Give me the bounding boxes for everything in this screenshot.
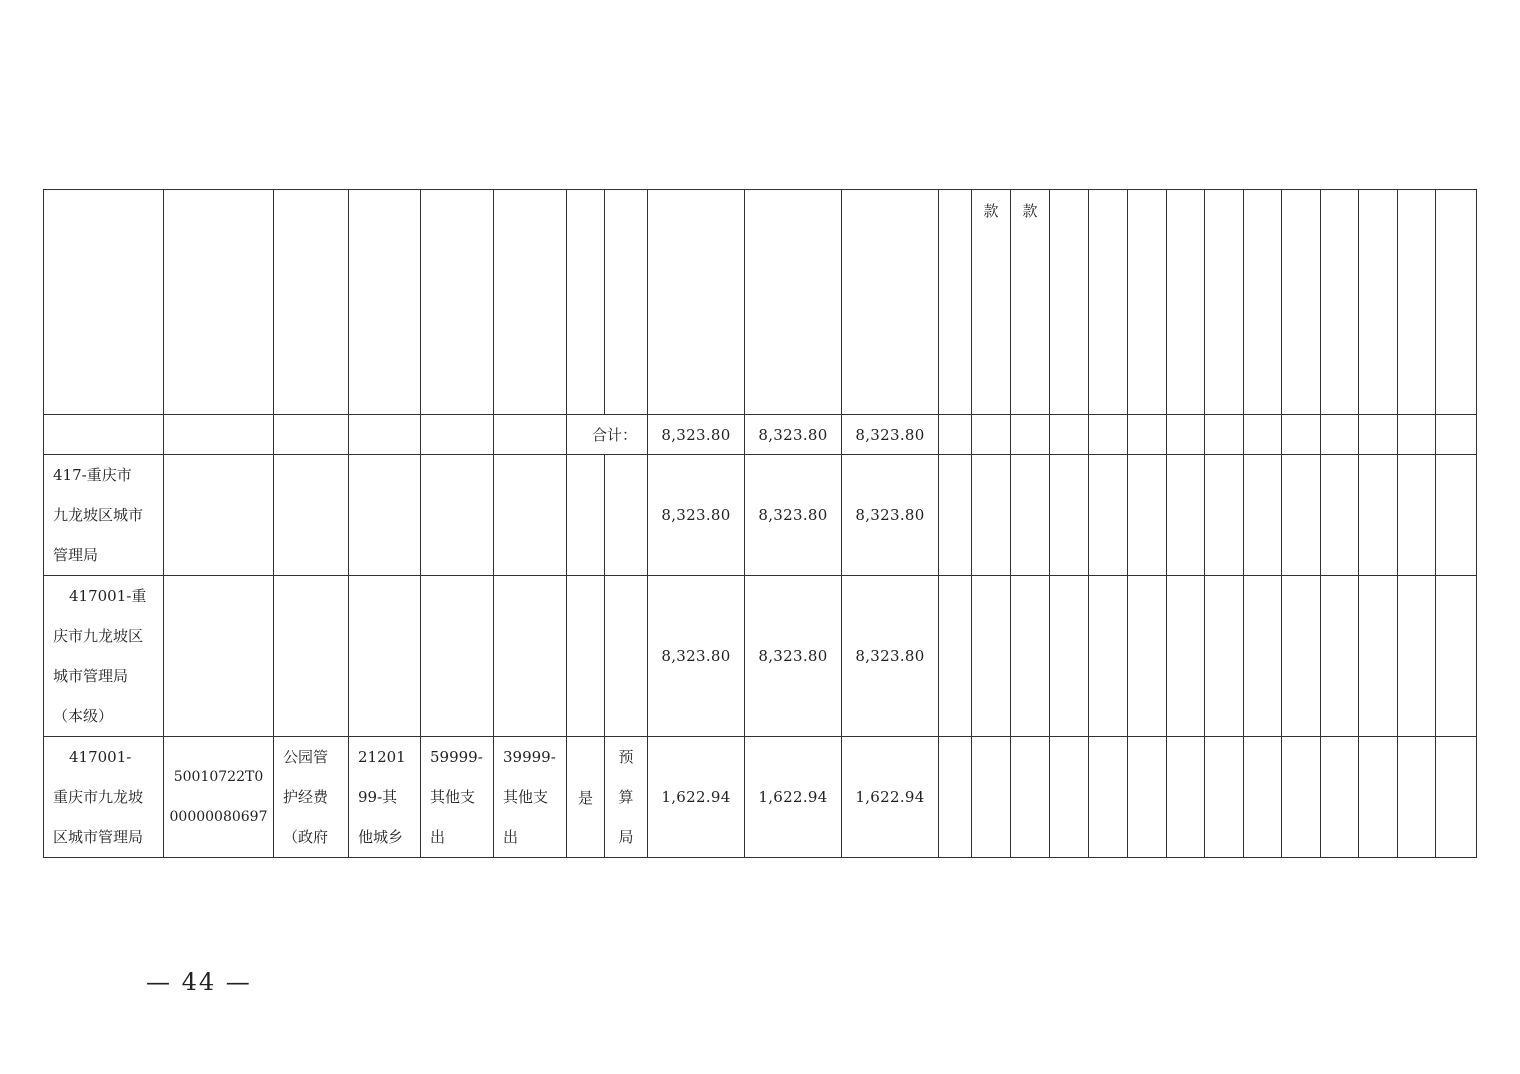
header-cell <box>44 190 164 415</box>
header-cell <box>842 190 939 415</box>
header-cell <box>939 190 972 415</box>
header-cell <box>1128 190 1167 415</box>
total-label: 合计： <box>567 415 648 455</box>
table-row <box>44 737 1477 858</box>
table-row <box>44 455 1477 576</box>
function-class-cell: 21201 99-其 他城乡 <box>349 737 421 858</box>
header-cell <box>1398 190 1436 415</box>
header-cell <box>1205 190 1244 415</box>
header-cell <box>1050 190 1089 415</box>
amount-1: 1,622.94 <box>648 737 745 858</box>
amount-3: 1,622.94 <box>842 737 939 858</box>
gov-econ-class-cell: 39999- 其他支 出 <box>494 737 567 858</box>
header-cell <box>1436 190 1477 415</box>
project-name-cell: 公园管 护经费 （政府 <box>274 737 349 858</box>
header-cell <box>1167 190 1205 415</box>
dept-cell: 预 算 局 <box>605 737 648 858</box>
header-cell <box>349 190 421 415</box>
amount-1: 8,323.80 <box>648 455 745 576</box>
header-cell <box>494 190 567 415</box>
header-cell <box>1359 190 1398 415</box>
header-kuan-1: 款 <box>972 190 1011 415</box>
header-cell <box>745 190 842 415</box>
total-amount-3: 8,323.80 <box>842 415 939 455</box>
header-cell <box>1089 190 1128 415</box>
table-row <box>44 576 1477 737</box>
amount-1: 8,323.80 <box>648 576 745 737</box>
budget-table <box>43 189 1477 858</box>
header-kuan-2: 款 <box>1011 190 1050 415</box>
flag-cell: 是 <box>567 737 605 858</box>
total-amount-1: 8,323.80 <box>648 415 745 455</box>
amount-2: 1,622.94 <box>745 737 842 858</box>
project-code-cell: 50010722T0 00000080697 <box>164 737 274 858</box>
header-cell <box>1321 190 1359 415</box>
unit-name-cell: 417001- 重庆市九龙坡 区城市管理局 <box>44 737 164 858</box>
unit-name-cell: 417-重庆市 九龙坡区城市 管理局 <box>44 455 164 576</box>
header-cell <box>274 190 349 415</box>
header-row <box>44 190 1477 415</box>
econ-class-cell: 59999- 其他支 出 <box>421 737 494 858</box>
header-cell <box>648 190 745 415</box>
header-cell <box>1244 190 1282 415</box>
header-cell <box>1282 190 1321 415</box>
amount-3: 8,323.80 <box>842 576 939 737</box>
header-cell <box>164 190 274 415</box>
page-number: — 44 — <box>146 968 252 996</box>
amount-3: 8,323.80 <box>842 455 939 576</box>
header-cell <box>421 190 494 415</box>
amount-2: 8,323.80 <box>745 576 842 737</box>
unit-name-cell: 417001-重 庆市九龙坡区 城市管理局 （本级） <box>44 576 164 737</box>
total-row <box>44 415 1477 455</box>
total-amount-2: 8,323.80 <box>745 415 842 455</box>
header-cell <box>605 190 648 415</box>
amount-2: 8,323.80 <box>745 455 842 576</box>
header-cell <box>567 190 605 415</box>
